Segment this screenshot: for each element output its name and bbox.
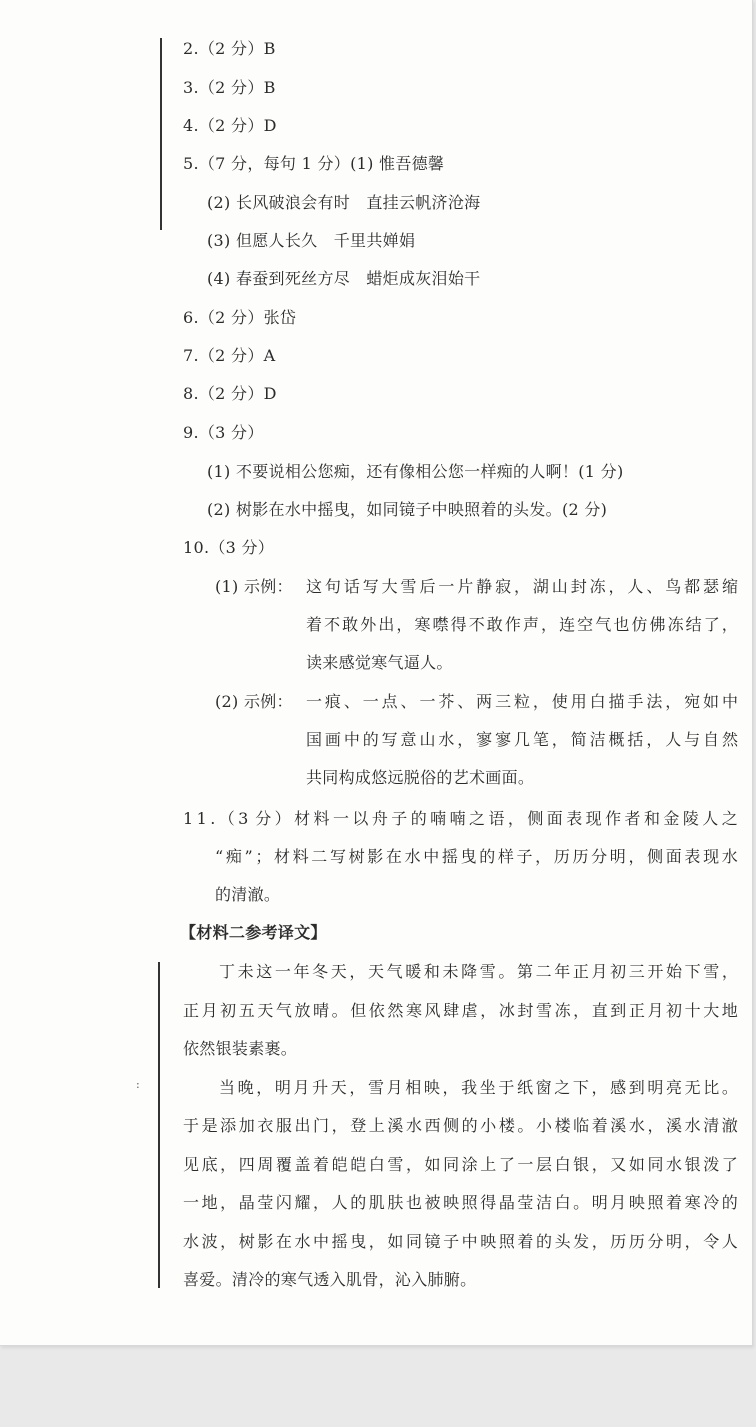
- answer-10-1-label: (1) 示例：: [215, 577, 293, 596]
- answer-10-1-line: 这 句 话 写 大 雪 后 一 片 静 寂 ， 湖 山 封 冻 ， 人 、 鸟 都 瑟 缩: [306, 577, 738, 596]
- translation-line: 水 波 ， 树 影 在 水 中 摇 曳 ， 如 同 镜 子 中 映 照 着 的 头 发 ， 历 历 分 明 ， 令 人: [183, 1232, 738, 1251]
- answer-11-line: 的清澈。: [215, 885, 281, 904]
- answer-2: 2.（2 分）B: [183, 39, 276, 58]
- answer-10-1-line: 读来感觉寒气逼人。: [306, 653, 453, 672]
- margin-bar-top: [160, 38, 162, 230]
- translation-line: 依然银装素裹。: [183, 1039, 298, 1058]
- answer-10-2-label: (2) 示例：: [215, 692, 293, 711]
- answer-11-line: 1 1 . （ 3 分 ） 材 料 一 以 舟 子 的 喃 喃 之 语 ， 侧 面 表 现 作 者 和 金 陵 人 之: [183, 809, 738, 828]
- translation-line: 当 晚 ， 明 月 升 天 ， 雪 月 相 映 ， 我 坐 于 纸 窗 之 下 ， 感 到 明 亮 无 比 。: [219, 1078, 738, 1097]
- answer-10-1-line: 着 不 敢 外 出 ， 寒 噤 得 不 敢 作 声 ， 连 空 气 也 仿 佛 冻 结 了 ，: [306, 615, 738, 634]
- answer-11-line: “ 痴 ” ； 材 料 二 写 树 影 在 水 中 摇 曳 的 样 子 ， 历 历 分 明 ， 侧 面 表 现 水: [215, 847, 738, 866]
- translation-line: 于 是 添 加 衣 服 出 门 ， 登 上 溪 水 西 侧 的 小 楼 。 小 楼 临 着 溪 水 ， 溪 水 清 澈: [183, 1116, 738, 1135]
- answer-9-2: (2) 树影在水中摇曳，如同镜子中映照着的头发。(2 分): [207, 500, 608, 519]
- translation-heading: 【材料二参考译文】: [180, 923, 327, 942]
- answer-10-2-line: 一 痕 、 一 点 、 一 芥 、 两 三 粒 ， 使 用 白 描 手 法 ， 宛 如 中: [306, 692, 738, 711]
- translation-line: 丁 未 这 一 年 冬 天 ， 天 气 暖 和 未 降 雪 。 第 二 年 正 月 初 三 开 始 下 雪 ，: [219, 962, 738, 981]
- answer-10-2-line: 国 画 中 的 写 意 山 水 ， 寥 寥 几 笔 ， 简 洁 概 括 ， 人 与 自 然: [306, 730, 738, 749]
- answer-5: 5.（7 分，每句 1 分）(1) 惟吾德馨: [183, 154, 445, 173]
- answer-5-3: (3) 但愿人长久 千里共婵娟: [207, 231, 416, 250]
- answer-6: 6.（2 分）张岱: [183, 308, 297, 327]
- translation-line: 一 地 ， 晶 莹 闪 耀 ， 人 的 肌 肤 也 被 映 照 得 晶 莹 洁 白 。 明 月 映 照 着 寒 冷 的: [183, 1193, 738, 1212]
- answer-10-2-line: 共同构成悠远脱俗的艺术画面。: [306, 768, 535, 787]
- translation-line: 正 月 初 五 天 气 放 晴 。 但 依 然 寒 风 肆 虐 ， 冰 封 雪 冻 ， 直 到 正 月 初 十 大 地: [183, 1001, 738, 1020]
- translation-line: 见 底 ， 四 周 覆 盖 着 皑 皑 白 雪 ， 如 同 涂 上 了 一 层 白 银 ， 又 如 同 水 银 泼 了: [183, 1155, 738, 1174]
- answer-8: 8.（2 分）D: [183, 384, 277, 403]
- margin-bar-bottom: [158, 962, 160, 1288]
- answer-5-4: (4) 春蚕到死丝方尽 蜡炬成灰泪始干: [207, 269, 481, 288]
- answer-5-2: (2) 长风破浪会有时 直挂云帆济沧海: [207, 193, 481, 212]
- answer-10: 10.（3 分）: [183, 538, 275, 557]
- answer-9: 9.（3 分）: [183, 423, 264, 442]
- translation-line: 喜爱。清冷的寒气透入肌骨，沁入肺腑。: [183, 1270, 477, 1289]
- answer-3: 3.（2 分）B: [183, 78, 276, 97]
- margin-mark: :: [136, 1078, 140, 1091]
- answer-9-1: (1) 不要说相公您痴，还有像相公您一样痴的人啊！(1 分): [207, 462, 624, 481]
- answer-4: 4.（2 分）D: [183, 116, 277, 135]
- answer-7: 7.（2 分）A: [183, 346, 276, 365]
